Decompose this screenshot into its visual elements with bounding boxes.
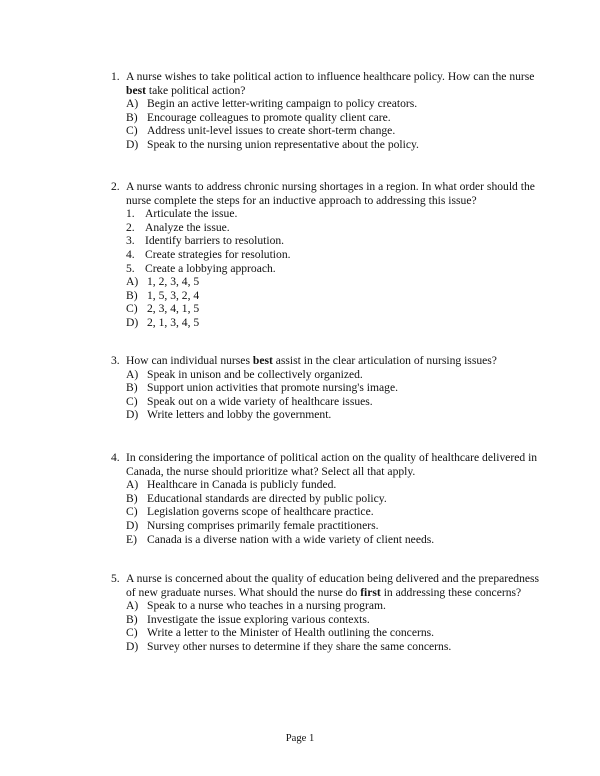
- answer-option: [111, 395, 551, 409]
- option-text: Healthcare in Canada is publicly funded.: [147, 478, 337, 492]
- option-text: 2, 3, 4, 1, 5: [147, 302, 200, 316]
- option-text: Address unit-level issues to create short-term change.: [147, 124, 396, 138]
- answer-options: [111, 478, 551, 546]
- option-text: Speak in unison and be collectively organized.: [147, 367, 363, 381]
- step-number: 2.: [126, 220, 135, 234]
- option-letter: C): [126, 394, 138, 408]
- answer-option: [111, 478, 551, 492]
- step-text: Create a lobbying approach.: [145, 261, 276, 275]
- question-3: [111, 354, 551, 422]
- option-letter: A): [126, 478, 139, 492]
- option-letter: C): [126, 124, 138, 138]
- option-text: Support union activities that promote nursing's image.: [147, 381, 398, 395]
- question-4: [111, 451, 551, 546]
- option-text: Canada is a diverse nation with a wide variety of client needs.: [147, 532, 435, 546]
- step-item: [111, 207, 551, 221]
- option-text: Speak out on a wide variety of healthcare issues.: [147, 394, 373, 408]
- option-letter: D): [126, 315, 139, 329]
- option-letter: D): [126, 408, 139, 422]
- answer-option: [111, 519, 551, 533]
- option-letter: B): [126, 381, 138, 395]
- question-number: 5.: [111, 572, 120, 585]
- option-letter: A): [126, 599, 139, 613]
- option-letter: C): [126, 505, 138, 519]
- page-number-footer: Page 1: [285, 733, 315, 744]
- option-text: Write letters and lobby the government.: [147, 408, 332, 422]
- option-letter: B): [126, 612, 138, 626]
- question-stem: 4. In considering the importance of political action on the quality of healthcare delivered in Canada, the nurse should prioritize what? Select all that apply.: [111, 451, 538, 478]
- answer-options: [111, 599, 551, 653]
- answer-option: [111, 302, 551, 316]
- answer-option: [111, 613, 551, 627]
- answer-options: [111, 275, 551, 329]
- option-text: Survey other nurses to determine if they share the same concerns.: [147, 639, 452, 653]
- option-letter: B): [126, 491, 138, 505]
- emphasis-word: best: [252, 354, 273, 367]
- option-text: 2, 1, 3, 4, 5: [147, 315, 200, 329]
- step-number: 1.: [126, 207, 135, 221]
- option-text: Educational standards are directed by public policy.: [147, 491, 387, 505]
- step-text: Identify barriers to resolution.: [145, 234, 285, 248]
- question-5: [111, 572, 551, 654]
- question-number: 2.: [111, 180, 120, 193]
- step-item: [111, 248, 551, 262]
- option-letter: D): [126, 137, 139, 151]
- step-text: Create strategies for resolution.: [145, 247, 291, 261]
- answer-option: [111, 316, 551, 330]
- answer-option: [111, 368, 551, 382]
- answer-option: [111, 533, 551, 547]
- answer-option: [111, 124, 551, 138]
- option-letter: E): [126, 532, 137, 546]
- answer-option: [111, 505, 551, 519]
- step-number: 4.: [126, 247, 135, 261]
- option-text: Begin an active letter-writing campaign to policy creators.: [147, 97, 418, 111]
- answer-option: [111, 626, 551, 640]
- question-number: 1.: [111, 70, 120, 83]
- answer-option: [111, 111, 551, 125]
- option-text: Nursing comprises primarily female practitioners.: [147, 518, 379, 532]
- question-1: [111, 70, 551, 152]
- answer-option: [111, 289, 551, 303]
- answer-option: [111, 138, 551, 152]
- step-item: [111, 221, 551, 235]
- option-letter: C): [126, 626, 138, 640]
- step-number: 5.: [126, 261, 135, 275]
- answer-option: [111, 599, 551, 613]
- step-number: 3.: [126, 234, 135, 248]
- question-number: 3.: [111, 354, 120, 367]
- step-text: Analyze the issue.: [145, 220, 230, 234]
- option-letter: A): [126, 367, 139, 381]
- option-text: Investigate the issue exploring various contexts.: [147, 612, 370, 626]
- option-letter: A): [126, 275, 139, 289]
- option-text: 1, 5, 3, 2, 4: [147, 288, 200, 302]
- step-item: [111, 234, 551, 248]
- answer-option: [111, 408, 551, 422]
- option-text: Encourage colleagues to promote quality client care.: [147, 110, 391, 124]
- option-text: Write a letter to the Minister of Health outlining the concerns.: [147, 626, 435, 640]
- question-stem: 1. A nurse wishes to take political action to influence healthcare policy. How can the nurse best take political action?: [111, 70, 535, 97]
- answer-options: [111, 368, 551, 422]
- step-text: Articulate the issue.: [145, 207, 238, 221]
- answer-option: [111, 381, 551, 395]
- option-letter: D): [126, 639, 139, 653]
- emphasis-word: best: [126, 83, 146, 97]
- answer-option: [111, 275, 551, 289]
- option-letter: D): [126, 518, 139, 532]
- step-item: [111, 262, 551, 276]
- option-letter: B): [126, 110, 138, 124]
- answer-option: [111, 640, 551, 654]
- answer-options: [111, 97, 551, 151]
- question-number: 4.: [111, 451, 120, 464]
- question-2: [111, 180, 551, 330]
- step-list: [111, 207, 551, 275]
- option-text: Legislation governs scope of healthcare practice.: [147, 505, 374, 519]
- question-stem: 5. A nurse is concerned about the quality of education being delivered and the preparedness of new graduate nurses. What should the nurse do first in addressing these concerns?: [111, 572, 540, 599]
- option-letter: C): [126, 302, 138, 316]
- option-letter: A): [126, 97, 139, 111]
- option-text: Speak to a nurse who teaches in a nursing program.: [147, 599, 386, 613]
- option-letter: B): [126, 288, 138, 302]
- option-text: 1, 2, 3, 4, 5: [147, 275, 200, 289]
- question-stem: 3. How can individual nurses best assist in the clear articulation of nursing issues?: [111, 354, 497, 367]
- answer-option: [111, 492, 551, 506]
- option-text: Speak to the nursing union representative about the policy.: [147, 137, 419, 151]
- emphasis-word: first: [360, 585, 381, 599]
- question-stem: 2. A nurse wants to address chronic nursing shortages in a region. In what order should the nurse complete the steps for an inductive approach to addressing this issue?: [111, 180, 535, 207]
- answer-option: [111, 97, 551, 111]
